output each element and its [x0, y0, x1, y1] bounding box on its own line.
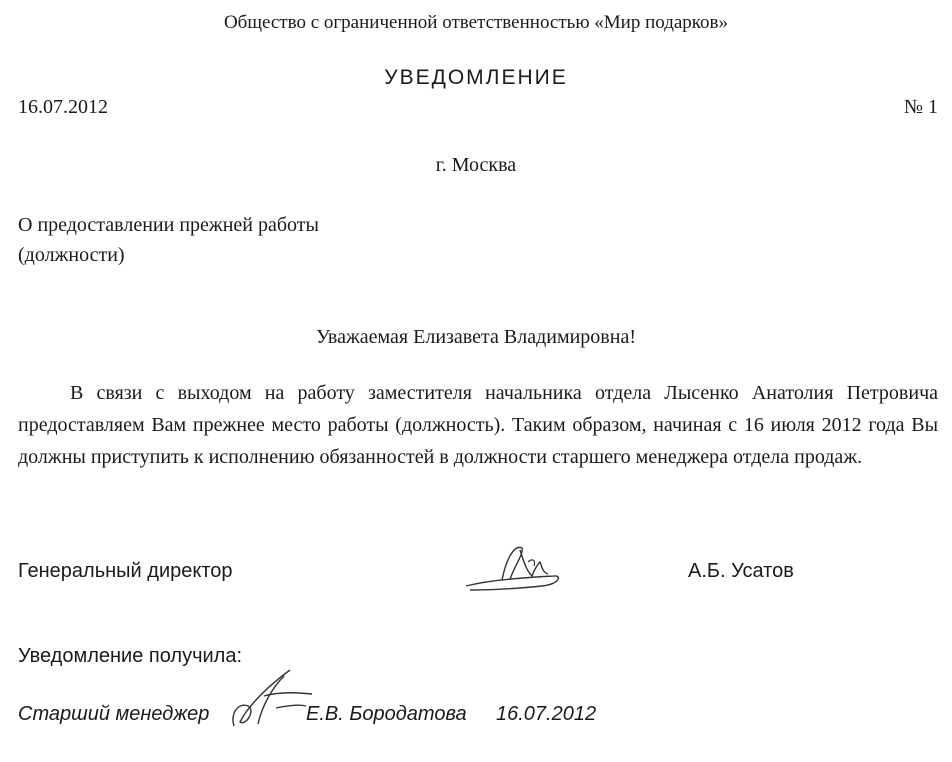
receipt-date: 16.07.2012 [496, 703, 597, 725]
recipient-signature-icon [228, 666, 318, 736]
director-signature-icon [462, 540, 572, 600]
document-date: 16.07.2012 [18, 96, 108, 118]
document-subject: О предоставлении прежней работы (должности) [18, 214, 319, 266]
greeting: Уважаемая Елизавета Владимировна! [316, 326, 636, 348]
document-city: г. Москва [435, 154, 517, 176]
recipient-position: Старший менеджер [18, 703, 210, 725]
director-name: А.Б. Усатов [688, 560, 794, 582]
document-number: № 1 [903, 96, 938, 118]
document-title: УВЕДОМЛЕНИЕ [384, 66, 568, 89]
director-position: Генеральный директор [18, 560, 233, 582]
receipt-label: Уведомление получила: [18, 645, 243, 667]
body-paragraph: В связи с выходом на работу заместителя начальника отдела Лысенко Анатолия Петровича предоставляем Вам прежнее место работы (должность). Таким образом, начиная с 16 июля 2012 года Вы должны приступить к исполнению обязанностей в должности старшего менеджера отдела продаж. [18, 382, 938, 468]
organization-name: Общество с ограниченной ответственностью «Мир подарков» [223, 12, 729, 33]
recipient-name: Е.В. Бородатова [306, 703, 467, 725]
